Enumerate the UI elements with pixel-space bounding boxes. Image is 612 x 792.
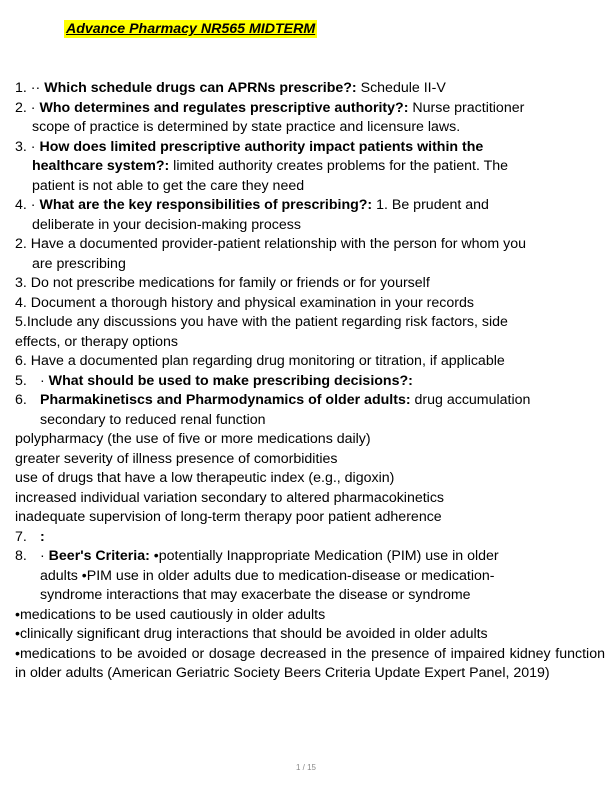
list-item-2 bbox=[15, 99, 605, 119]
responsibility-2: 2. Have a documented provider-patient relationship with the person for whom you bbox=[15, 236, 527, 252]
detail-line: increased individual variation secondary to altered pharmacokinetics bbox=[15, 489, 445, 506]
answer-continuation: syndrome interactions that may exacerbate the disease or syndrome bbox=[40, 587, 471, 603]
question-text: : bbox=[40, 528, 45, 545]
list-item-5 bbox=[15, 372, 605, 392]
answer-text: limited authority creates problems for the patient. The bbox=[169, 158, 509, 174]
detail-line: greater severity of illness presence of comorbidities bbox=[15, 450, 338, 467]
item-number: 8. bbox=[15, 548, 27, 564]
list-item-6 bbox=[15, 391, 605, 411]
responsibility-3: 3. Do not prescribe medications for family or friends or for yourself bbox=[15, 275, 430, 291]
detail-line: use of drugs that have a low therapeutic index (e.g., digoxin) bbox=[15, 470, 395, 486]
answer-text: 1. Be prudent and bbox=[372, 197, 489, 213]
bullet: · bbox=[40, 372, 49, 389]
question-text: Which schedule drugs can APRNs prescribe?: bbox=[44, 80, 357, 96]
answer-continuation: adults •PIM use in older adults due to medication-disease or medication- bbox=[40, 567, 495, 584]
responsibility-5: 5.Include any discussions you have with the patient regarding risk factors, side bbox=[15, 314, 508, 330]
item-number: 5. bbox=[15, 372, 27, 389]
list-item-8 bbox=[15, 547, 605, 567]
question-text: Who determines and regulates prescriptive authority?: bbox=[39, 99, 409, 116]
list-item-3-line-2 bbox=[15, 157, 605, 177]
bullet-line: •clinically significant drug interactions that should be avoided in older adults bbox=[15, 626, 488, 642]
responsibility-5-continuation: effects, or therapy options bbox=[15, 333, 178, 350]
responsibility-4: 4. Document a thorough history and physical examination in your records bbox=[15, 294, 474, 311]
bullet: · bbox=[30, 197, 40, 213]
bullet: · bbox=[40, 548, 49, 564]
responsibility-6: 6. Have a documented plan regarding drug monitoring or titration, if applicable bbox=[15, 353, 505, 369]
item-number: 4. bbox=[15, 197, 27, 213]
answer-text: Schedule II-V bbox=[356, 80, 446, 96]
document-body bbox=[15, 79, 605, 684]
item-number: 2. bbox=[15, 99, 27, 116]
answer-continuation: deliberate in your decision-making process bbox=[32, 216, 301, 233]
bullet: ·· bbox=[30, 80, 45, 96]
answer-text: •potentially Inappropriate Medication (PIM) use in older bbox=[149, 548, 499, 564]
item-number: 7. bbox=[15, 528, 27, 545]
final-paragraph: •medications to be avoided or dosage decreased in the presence of impaired kidney function in older adults (American Geriatric Society Beers Criteria Update Expert Panel, 2019) bbox=[15, 645, 605, 681]
item-number: 1. bbox=[15, 80, 27, 96]
answer-continuation: secondary to reduced renal function bbox=[40, 411, 266, 428]
item-number: 6. bbox=[15, 392, 27, 408]
bullet: · bbox=[30, 99, 40, 116]
detail-line: polypharmacy (the use of five or more medications daily) bbox=[15, 431, 371, 447]
question-text: How does limited prescriptive authority impact patients within the bbox=[39, 138, 484, 155]
list-item-7 bbox=[15, 528, 605, 548]
document-title: Advance Pharmacy NR565 MIDTERM bbox=[66, 21, 316, 37]
answer-continuation: scope of practice is determined by state practice and licensure laws. bbox=[32, 119, 461, 135]
answer-text: Nurse practitioner bbox=[408, 99, 525, 116]
list-item-4 bbox=[15, 196, 605, 216]
list-item-3 bbox=[15, 138, 605, 158]
question-text: Pharmakinetiscs and Pharmodynamics of older adults: bbox=[40, 392, 411, 408]
list-item-1 bbox=[15, 79, 605, 99]
answer-continuation: patient is not able to get the care they need bbox=[32, 177, 305, 194]
question-text: healthcare system?: bbox=[32, 158, 170, 174]
question-text: What are the key responsibilities of prescribing?: bbox=[39, 197, 373, 213]
bullet: · bbox=[30, 138, 40, 155]
question-text: What should be used to make prescribing decisions?: bbox=[48, 372, 413, 389]
detail-line: inadequate supervision of long-term therapy poor patient adherence bbox=[15, 509, 442, 525]
item-number: 3. bbox=[15, 138, 27, 155]
page-number: 1 / 15 bbox=[295, 763, 316, 772]
answer-text: drug accumulation bbox=[410, 392, 531, 408]
bullet-line: •medications to be used cautiously in older adults bbox=[15, 606, 326, 623]
responsibility-2-continuation: are prescribing bbox=[32, 255, 126, 272]
question-text: Beer's Criteria: bbox=[48, 548, 150, 564]
